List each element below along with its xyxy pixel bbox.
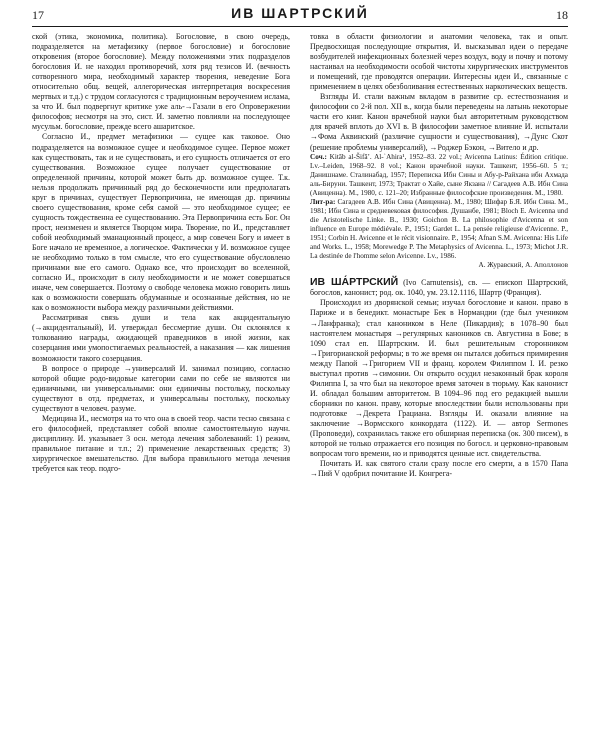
page-header	[32, 4, 568, 32]
entry-heading: ИВ ША́РТРСКИЙ	[310, 276, 399, 289]
entry-intro: (Ivo Carnutensis), св. — епископ Шартрский, богослов, канонист; род. ок. 1040, ум. 23.12.1116, Шартр (Франция).	[310, 278, 568, 298]
entry-start	[310, 277, 568, 298]
paragraph: Взгляды И. стали важным вкладом в развитие ср. естествознания и философии со 2-й пол. XII в., когда были переведены на латынь некоторые части его книг. Канон врачебной науки был авторитетным руководством для врачей вплоть до XVI в. В философии заметное влияние И. испытали →Фома Аквинский (различие сущности и существования), →Дунс Скот (решение проблемы универсалий), →Роджер Бэкон, →Витело и др.	[310, 92, 568, 152]
paragraph: В вопросе о природе →универсалий И. занимал позицию, согласно которой общие родо-видовые категории сами по себе не являются ни единичными, ни универсальными: они единичны постольку, поскольку существуют в отд. предметах, и универсальны постольку, поскольку существуют в человеч. разуме.	[32, 363, 290, 413]
literature-label: Лит-ра:	[310, 197, 336, 206]
paragraph: Рассматривая связь души и тела как акцидентальную (→акцидентальный), И. утверждал бессмертие души. Он склонялся к толкованию награды, ожидающей праведников в иной жизни, как созерцания ими умопостигаемых реальностей, а наказания — как лишения возможности такого созерцания.	[32, 313, 290, 363]
paragraph: товка в области физиологии и анатомии человека, так и опыт. Предвосхищая последующие открытия, И. высказывал идеи о передаче возбудителей инфекционных болезней через воздух, воду и почву и потому настаивал на необходимости особой чистоты хирургических инструментов и помещений, где проводятся операции. Интересны идеи И., связанные с применением в целях обезболивания естественных наркотических веществ.	[310, 32, 568, 92]
paragraph: ской (этика, экономика, политика). Богословие, в свою очередь, подразделяется на метафизику (первое богословие) и богословие откровения (второе богословие). Между положениями этих подразделов богословия И. не находил противоречий, хотя ряд тезисов И. (вечность сотворенного мира, необходимый характер творения, неведение Бога относительно общ. вещей, аллегорическая интерпретация воскресения мертвых и т.д.) с трудом согласуются с традиционным вероучением ислама, за что И. был подвергнут критике уже аль-→Газали в его Опровержении философов; несмотря на это, сист. И. заметно повлияли на последующее мусульм. богословие, прежде всего ашаритское.	[32, 32, 290, 132]
right-column	[310, 32, 568, 744]
literature-text: Сагадеев А.В. Ибн Сина (Авиценна). М., 1980; Шифар Б.Я. Ибн Сина. М., 1981; Ибн Сина и средневековая философия. Душанбе, 1981; Bloch E. Avicenna und die Aristotelische Linke. B., 1930; Goichon B. La philosophie d'Avicenna et son influence en Europe médiévale. P., 1951; Gardet L. La pensée religieuse d'Avicenne. P., 1951; Corbin H. Avicenne et le récit visionnaire. P., 1954; Afnan S.M. Avicenna: His Life and Works. L., 1958; Morewedge P. The Metaphysics of Avicenna. L., 1973; Michot J.R. La destinée de l'homme selon Avicenne. Lv., 1986.	[310, 197, 568, 261]
works-text: Kitāb al-Šifā’. Al-ʾAhira¹, 1952–83. 22 vol.; Avicenna Latinus: Édition critique. Lv.–Leiden, 1968–92. 8 vol.; Канон врачебной науки. Ташкент, 1956–60. 5 т.; Данишнаме. Сталинабад, 1957; Переписка Ибн Сины и Абу-р-Райхана ибн Ахмада аль-Бируни. Ташкент, 1973; Трактат о Хайе, сыне Якзана // Сагадеев А.В. Ибн Сина (Авиценна). М., 1980, с. 121–20; Избранные философские произведения. М., 1980.	[310, 152, 568, 197]
paragraph: Происходил из дворянской семьи; изучал богословие и канон. право в Париже и в бенедикт. монастыре Бек в Нормандии (где был учеником →Ланфранка); стал каноником в Неле (Пикардия); в 1078–90 был настоятелем монастыря →регулярных каноников св. Августина в Бове; в 1090 стал еп. Шартрским. И. был решительным сторонником →Григорианской реформы; в то же время он пытался добиться примирения между Папой →Григорием VII и франц. королем Филиппом I. И. резко выступал против →симонии. Он открыто осудил незаконный брак короля Филиппа I, за что был на некоторое время заточен в тюрьму. Как канонист И. обладал большим авторитетом. В 1094–96 под его редакцией вышли сборники по канон. праву, которые впоследствии были использованы при подготовке →Декрета Грациана. Взгляды И. оказали влияние на заключение →Вормсского конкордата (1122). И. — автор Sermones (Проповеди), сохранилась также его обширная переписка (ок. 300 писем), в которой не только отражается его позиция по богосл. и церковно-правовым вопросам того времени, но и приводятся ценные ист. свидетельства.	[310, 298, 568, 459]
paragraph: Согласно И., предмет метафизики — сущее как таковое. Оно подразделяется на возможное сущее и необходимое сущее. Первое может как существовать, так и не существовать, и его сущность отличается от его существования. Возможное сущее получает существование от определенной причины, которой может быть др. возможное сущее. Т.к. нельзя продолжать причинный ряд до бесконечности или предполагать круг в причинах, существует Первопричина, не имеющая др. причины своего существования, кроме себя самой — это необходимое сущее; ее сущность тождественна ее существованию. Эта Первопричина есть Бог. Он прост, неизменен и является Творцом мира. Творение, по И., представляет собой необходимый эманационный процесс, а мир совечен Богу и имеет в Боге начало не временное, а логическое. Фактически у И. возможное сущее не необходимо только в том смысле, что его существование обусловлено причинами вне его самого. Однако все, что происходит во вселенной, согласно И., происходит в силу необходимости и не может совершаться иначе, чем совершается. Поэтому о свободе человека можно говорить лишь как о возможности совершать обдуманные и осознанные действия, но не как о возможности выбора между различными действиями.	[32, 132, 290, 313]
header-rule	[32, 26, 568, 27]
page-number-left: 17	[32, 8, 44, 22]
running-title: ИВ ШАРТРСКИЙ	[231, 5, 369, 21]
left-column	[32, 32, 290, 744]
literature-list	[310, 198, 568, 261]
paragraph: Почитать И. как святого стали сразу после его смерти, а в 1570 Папа →Пий V одобрил почитание И. Конгрега-	[310, 459, 568, 479]
works-label: Соч.:	[310, 152, 327, 161]
works-list	[310, 153, 568, 198]
author-signature: А. Журавский, А. Аполлонов	[478, 261, 568, 270]
page-number-right: 18	[556, 8, 568, 22]
paragraph: Медицина И., несмотря на то что она в своей теор. части тесно связана с его философией, представляет собой вполне самостоятельную научн. дисциплину. И. указывает 3 осн. метода лечения заболеваний: 1) режим, правильное питание и т.п.; 2) применение лекарственных средств; 3) хирургическое вмешательство. Для выбора правильного метода лечения требуется как теор. подго-	[32, 413, 290, 474]
